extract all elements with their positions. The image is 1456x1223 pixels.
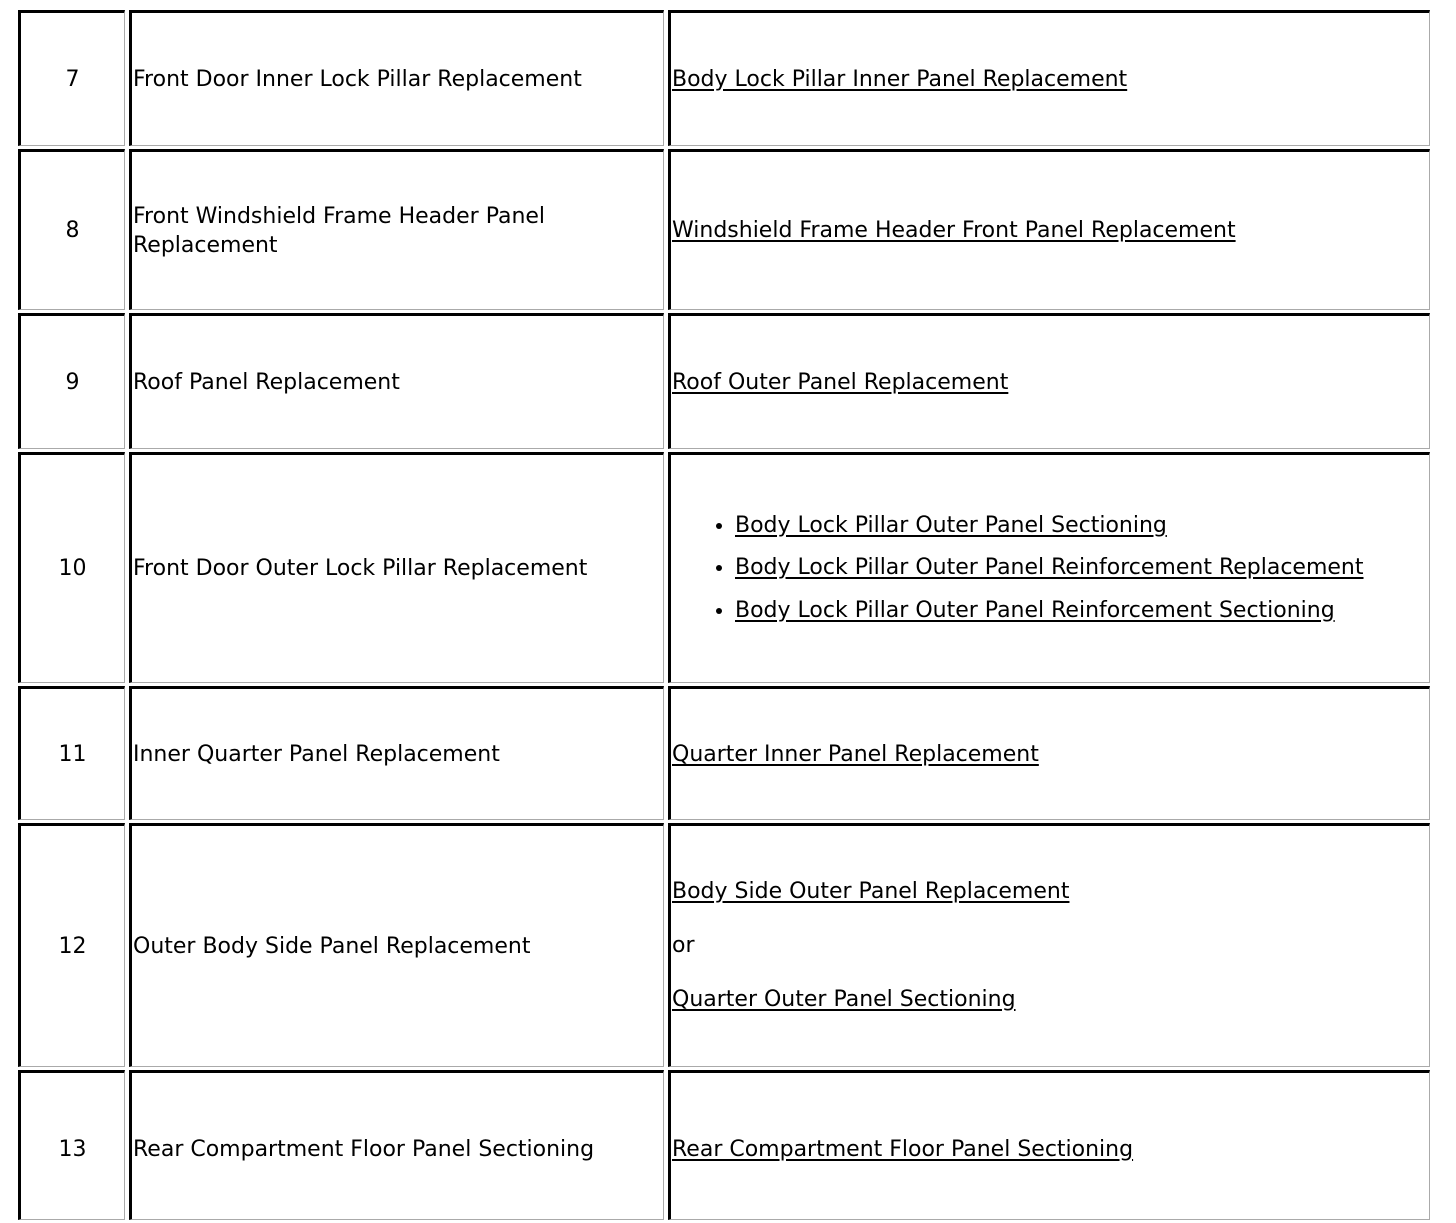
procedure-link[interactable]: Body Lock Pillar Outer Panel Reinforcement Sectioning — [735, 597, 1335, 623]
procedure-link[interactable]: Rear Compartment Floor Panel Sectioning — [672, 1136, 1134, 1162]
procedure-list — [672, 505, 1429, 633]
table-row — [18, 686, 1430, 820]
row-description: Inner Quarter Panel Replacement — [129, 686, 664, 820]
procedure-cell — [668, 1070, 1430, 1220]
procedure-link[interactable]: Windshield Frame Header Front Panel Replacement — [672, 218, 1236, 243]
procedure-link[interactable]: Roof Outer Panel Replacement — [672, 369, 1009, 395]
table-row — [18, 452, 1430, 683]
procedure-cell — [668, 313, 1430, 449]
row-description: Front Windshield Frame Header Panel Replacement — [129, 149, 664, 310]
procedure-link[interactable]: Body Lock Pillar Inner Panel Replacement — [672, 66, 1128, 92]
procedure-link[interactable]: Body Lock Pillar Outer Panel Reinforcement Replacement — [735, 555, 1364, 581]
row-number: 13 — [18, 1070, 125, 1220]
procedure-link[interactable]: Body Lock Pillar Outer Panel Sectioning — [735, 512, 1167, 538]
list-item — [735, 505, 1429, 548]
row-number: 11 — [18, 686, 125, 820]
row-description: Roof Panel Replacement — [129, 313, 664, 449]
procedure-link[interactable]: Quarter Inner Panel Replacement — [672, 741, 1039, 767]
procedure-cell — [668, 10, 1430, 146]
procedure-cell — [668, 149, 1430, 310]
procedure-cell — [668, 823, 1430, 1067]
procedure-cell — [668, 686, 1430, 820]
row-number: 12 — [18, 823, 125, 1067]
repair-procedures-table — [14, 7, 1434, 1223]
table-row — [18, 149, 1430, 310]
procedure-cell — [668, 452, 1430, 683]
row-description: Rear Compartment Floor Panel Sectioning — [129, 1070, 664, 1220]
row-number: 9 — [18, 313, 125, 449]
procedure-link[interactable]: Quarter Outer Panel Sectioning — [672, 987, 1016, 1012]
row-description: Front Door Outer Lock Pillar Replacement — [129, 452, 664, 683]
connector-text: or — [672, 933, 695, 958]
procedure-link[interactable]: Body Side Outer Panel Replacement — [672, 879, 1070, 904]
table-row — [18, 1070, 1430, 1220]
row-number: 10 — [18, 452, 125, 683]
list-item — [735, 547, 1429, 590]
table-row — [18, 10, 1430, 146]
row-number: 7 — [18, 10, 125, 146]
table-row — [18, 313, 1430, 449]
row-number: 8 — [18, 149, 125, 310]
table-row — [18, 823, 1430, 1067]
list-item — [735, 590, 1429, 633]
row-description: Front Door Inner Lock Pillar Replacement — [129, 10, 664, 146]
row-description: Outer Body Side Panel Replacement — [129, 823, 664, 1067]
